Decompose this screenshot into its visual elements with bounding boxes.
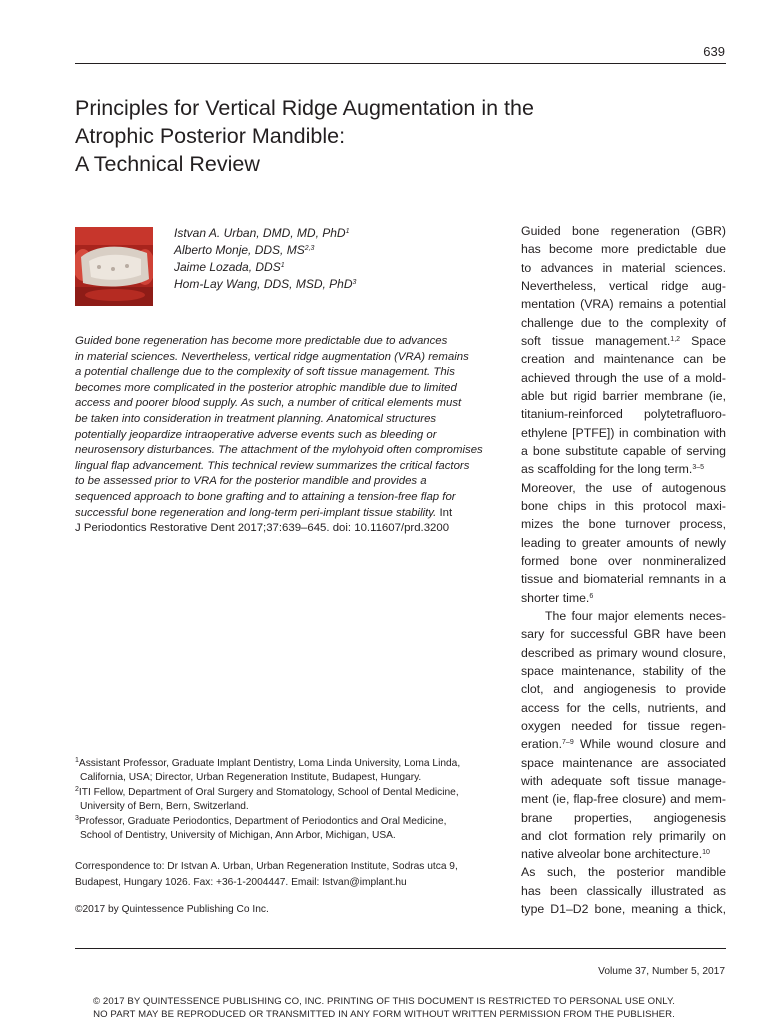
copyright-notice: ©2017 by Quintessence Publishing Co Inc. [75,904,269,915]
body-line: with adequate soft tissue manage- [521,773,726,788]
abstract-line: sequenced approach to bone grafting and to attaining a tension-free flap for [75,490,456,503]
abstract-line: Guided bone regeneration has become more predictable due to advances [75,335,448,347]
surgical-photo-icon [75,227,153,306]
affiliation-3-cont: School of Dentistry, University of Michigan, Ann Arbor, Michigan, USA. [80,830,396,842]
body-line: type D1–D2 bone, meaning a thick, [521,902,726,917]
abstract [75,334,500,537]
copyright-footer [0,995,768,1021]
body-line: space maintenance are associated [521,755,726,770]
body-line: access for the cells, nutrients, and [521,700,726,715]
title-line-3: A Technical Review [75,152,260,176]
abstract-line: to be assessed prior to VRA for the posterior mandible and provides a [75,475,427,488]
citation-ref: 7–9 [562,739,574,747]
body-line: as scaffolding for the long term.$^{3-5}$ [521,462,705,477]
correspondence [75,859,458,891]
abstract-citation: J Periodontics Restorative Dent 2017;37:639–645. doi: 10.11607/prd.3200 [75,522,450,535]
abstract-line: lingual flap advancement. This technical review summarizes the critical factors [75,459,470,472]
body-line: creation and maintenance can be [521,352,726,367]
body-line: able but rigid barrier membrane (ie, [521,388,726,403]
body-line: titanium-reinforced polytetrafluoro- [521,407,726,422]
footer-line: NO PART MAY BE REPRODUCED OR TRANSMITTED IN ANY FORM WITHOUT WRITTEN PERMISSION FROM THE PUBLISHER. [93,1009,675,1020]
abstract-line: successful bone regeneration and long-term peri-implant tissue stability. Int [75,506,453,519]
body-line: clot, and angiogenesis to provide [521,682,726,697]
author-1: Istvan A. Urban, DMD, MD, PhD$^1$ [174,226,350,240]
correspondence-line: Budapest, Hungary 1026. Fax: +36-1-2004447. Email: Istvan@implant.hu [75,877,407,888]
title-line-1: Principles for Vertical Ridge Augmentation in the [75,96,534,120]
citation-ref: 10 [702,849,710,857]
abstract-line: becomes more complicated in the posterior atrophic mandible due to limited [75,381,457,394]
citation-ref: 3–5 [692,464,705,472]
body-line: mentation (VRA) remains a potential [521,297,726,312]
body-line: Nevertheless, vertical ridge aug- [521,278,726,293]
body-line: native alveolar bone architecture.$^{10}$ [521,847,710,862]
author-list [174,225,356,293]
page-number: 639 [703,44,725,59]
abstract-line: a potential challenge due to the complexity of soft tissue management. This [75,366,455,379]
body-line: eration.$^{7-9}$ While wound closure and [521,737,726,752]
affiliation-3: $^3$Professor, Graduate Periodontics, Department of Periodontics and Oral Medicine, [75,814,447,827]
body-line: ment (ie, flap-free closure) and mem- [521,792,726,807]
affiliation-1-cont: California, USA; Director, Urban Regeneration Institute, Budapest, Hungary. [80,772,422,784]
body-line: and clot formation rely primarily on [521,828,726,843]
body-line: space maintenance, stability of the [521,663,726,678]
affiliation-2-cont: University of Bern, Bern, Switzerland. [80,801,249,813]
body-line: achieved through the use of a mold- [521,370,726,385]
body-line: brane properties, angiogenesis [521,810,726,825]
author-4: Hom-Lay Wang, DDS, MSD, PhD$^3$ [174,277,357,291]
body-line: tissue and biomaterial remnants in a [521,572,726,587]
journal-info: Volume 37, Number 5, 2017 [598,966,725,977]
abstract-line: potentially jeopardize intraoperative adverse events such as bleeding or [75,428,437,441]
body-line: challenge due to the complexity of [521,315,726,330]
body-line: leading to greater amounts of newly [521,535,726,550]
citation-ref: 6 [589,592,594,600]
affiliations [75,757,495,843]
body-line: Moreover, the use of autogenous [521,480,726,495]
body-line: described as primary wound closure, [521,645,726,660]
footer-line: © 2017 BY QUINTESSENCE PUBLISHING CO, INC. PRINTING OF THIS DOCUMENT IS RESTRICTED TO PERSONAL USE ONLY. [92,996,676,1007]
abstract-line: be taken into consideration in treatment planning. Anatomical structures [75,412,437,425]
affiliation-1: $^1$Assistant Professor, Graduate Implant Dentistry, Loma Linda University, Loma Linda, [75,757,461,769]
abstract-line: in material sciences. Nevertheless, vertical ridge augmentation (VRA) remains [75,350,469,363]
abstract-line: access and poorer blood supply. As such, a number of critical elements must [75,397,462,410]
body-line: As such, the posterior mandible [521,865,726,880]
body-line: ethylene [PTFE]) in combination with [521,425,726,440]
author-3: Jaime Lozada, DDS$^1$ [174,260,285,274]
footer-rule [75,948,726,949]
correspondence-line: Correspondence to: Dr Istvan A. Urban, Urban Regeneration Institute, Sodras utca 9, [75,861,458,872]
body-line: has been classically illustrated as [521,883,726,898]
body-line: The four major elements neces- [545,608,726,623]
header-rule [75,63,726,64]
body-line: has become more predictable due [521,242,726,257]
abstract-citation-start: Int [439,506,453,519]
citation-ref: 1,2 [670,335,681,343]
body-line: sary for successful GBR have been [521,627,726,642]
body-line: formed bone over nonmineralized [521,553,726,568]
body-line: soft tissue management.$^{1,2}$ Space [521,333,726,348]
affiliation-2: $^2$ITI Fellow, Department of Oral Surgery and Stomatology, School of Dental Medicine, [75,785,459,798]
author-2: Alberto Monje, DDS, MS$^{2,3}$ [174,243,315,257]
body-line: shorter time.$^6$ [521,590,594,605]
body-line: a bone substitute capable of serving [521,443,726,458]
title-line-2: Atrophic Posterior Mandible: [75,124,346,148]
body-line: Guided bone regeneration (GBR) [521,224,726,238]
body-line: to advances in material sciences. [521,260,726,275]
body-line: oxygen needed for tissue regen- [521,718,726,733]
abstract-line: neurosensory disturbances. The attachment of the mylohyoid often compromises [75,444,483,457]
body-column [521,222,726,918]
body-line: bone chips in this protocol maxi- [521,498,726,513]
body-line: mizes the bone turnover process, [521,517,726,532]
surgical-photo-figure [75,227,153,306]
